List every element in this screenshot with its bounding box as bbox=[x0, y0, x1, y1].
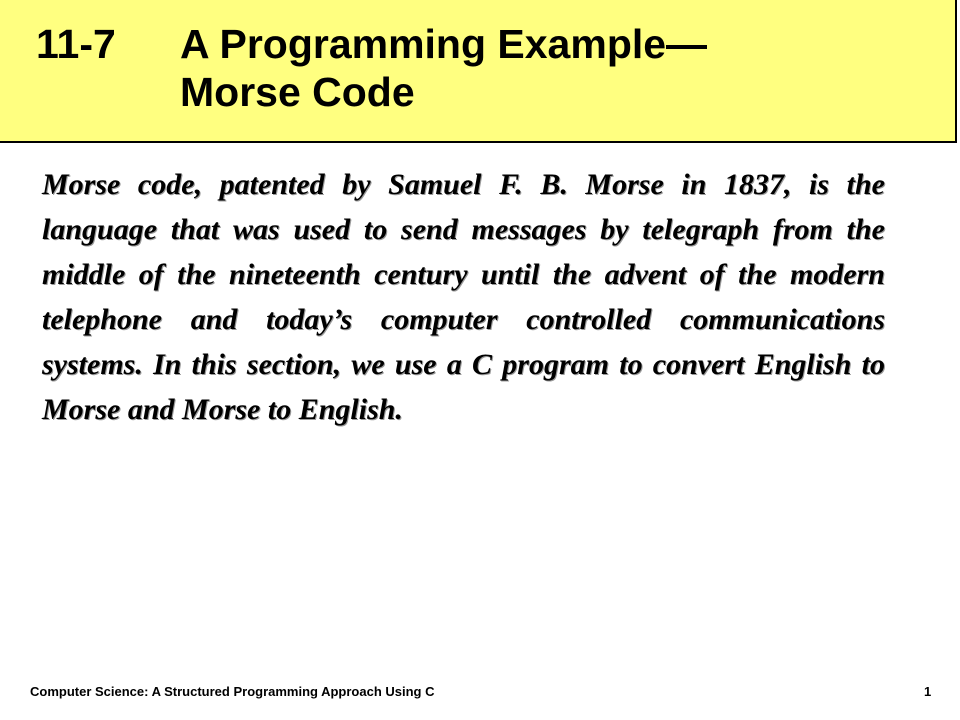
slide-title-line-2: Morse Code bbox=[180, 69, 415, 115]
section-number: 11-7 bbox=[36, 21, 116, 67]
slide-title-line-1: A Programming Example— bbox=[180, 21, 708, 67]
footer-book-title: Computer Science: A Structured Programming Approach Using C bbox=[30, 684, 435, 699]
body-paragraph: Morse code, patented by Samuel F. B. Morse in 1837, is the language that was used to send messages by telegraph from the middle of the nineteenth century until the advent of the modern telephone and today’s computer controlled communications systems. In this section, we use a C program to convert English to Morse and Morse to English. bbox=[42, 168, 885, 426]
title-bar bbox=[0, 0, 957, 143]
slide-title bbox=[180, 20, 707, 116]
footer-page-number: 1 bbox=[924, 684, 932, 699]
